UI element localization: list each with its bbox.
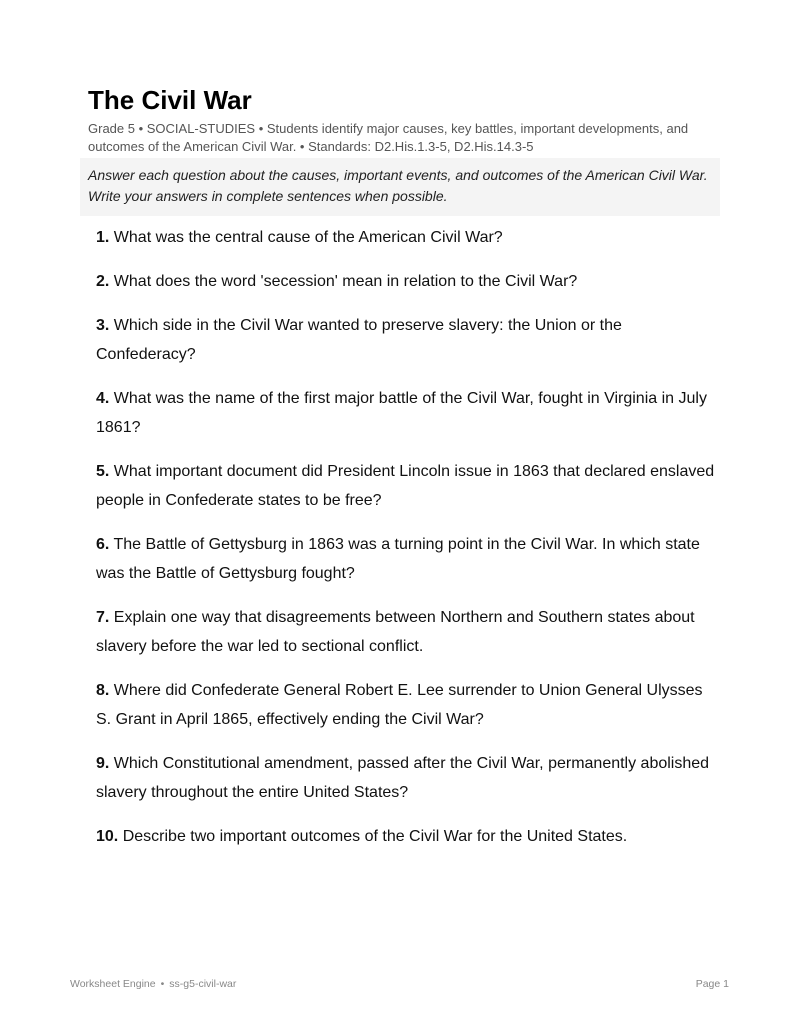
question-number: 6. xyxy=(96,536,110,553)
question-item xyxy=(96,749,716,807)
question-item xyxy=(96,267,716,296)
question-text: Describe two important outcomes of the Civil War for the United States. xyxy=(122,828,628,845)
question-item xyxy=(96,457,716,515)
question-number: 1. xyxy=(96,229,110,246)
question-item xyxy=(96,223,716,252)
question-item xyxy=(96,384,716,442)
question-number: 5. xyxy=(96,463,110,480)
footer-separator: • xyxy=(160,978,165,990)
question-item xyxy=(96,603,716,661)
question-number: 4. xyxy=(96,390,110,407)
worksheet-meta: Grade 5 • SOCIAL-STUDIES • Students identify major causes, key battles, important developments, and outcomes of the American Civil War. • Standards: D2.His.1.3-5, D2.His.14.3-5 xyxy=(88,121,689,154)
question-item xyxy=(96,822,716,851)
question-text: Explain one way that disagreements between Northern and Southern states about slavery before the war led to sectional conflict. xyxy=(96,609,695,655)
question-number: 3. xyxy=(96,317,110,334)
question-text: The Battle of Gettysburg in 1863 was a turning point in the Civil War. In which state was the Battle of Gettysburg fought? xyxy=(96,536,700,582)
question-text: Which Constitutional amendment, passed after the Civil War, permanently abolished slavery throughout the entire United States? xyxy=(96,755,710,801)
instructions-box: Answer each question about the causes, important events, and outcomes of the American Civil War. Write your answers in complete sentences when possible. xyxy=(80,158,720,216)
question-item xyxy=(96,676,716,734)
footer-engine: Worksheet Engine xyxy=(70,978,156,990)
page-title: The Civil War xyxy=(88,85,252,115)
question-item xyxy=(96,311,716,369)
question-text: Which side in the Civil War wanted to preserve slavery: the Union or the Confederacy? xyxy=(96,317,622,363)
question-number: 9. xyxy=(96,755,110,772)
question-text: What was the central cause of the American Civil War? xyxy=(113,229,503,246)
footer-source xyxy=(70,978,236,990)
question-number: 7. xyxy=(96,609,110,626)
question-text: Where did Confederate General Robert E. Lee surrender to Union General Ulysses S. Grant in April 1865, effectively ending the Civil War? xyxy=(96,682,703,728)
question-number: 2. xyxy=(96,273,110,290)
question-list xyxy=(96,223,716,866)
footer-page-number: Page 1 xyxy=(695,978,729,990)
question-text: What does the word 'secession' mean in relation to the Civil War? xyxy=(113,273,578,290)
question-text: What was the name of the first major battle of the Civil War, fought in Virginia in July 1861? xyxy=(96,390,707,436)
question-text: What important document did President Lincoln issue in 1863 that declared enslaved people in Confederate states to be free? xyxy=(96,463,715,509)
question-item xyxy=(96,530,716,588)
question-number: 10. xyxy=(96,828,119,845)
footer-worksheet-id: ss-g5-civil-war xyxy=(169,978,237,990)
question-number: 8. xyxy=(96,682,110,699)
